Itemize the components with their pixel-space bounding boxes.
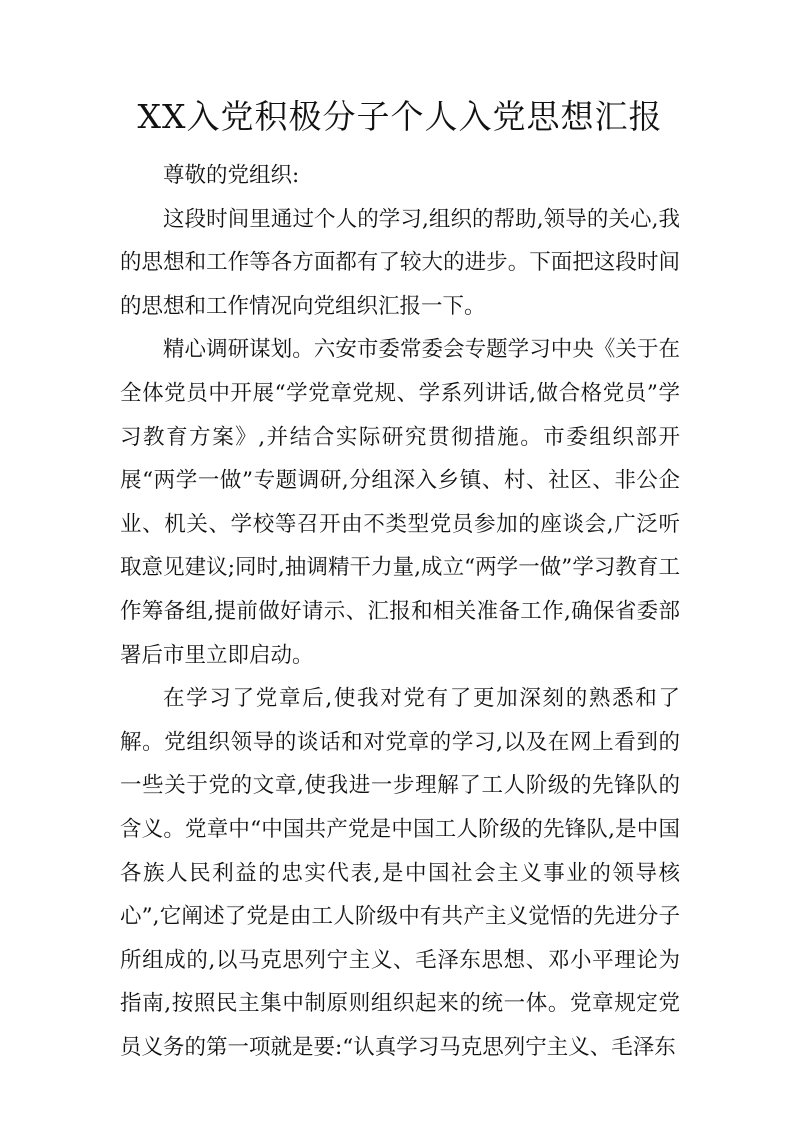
- salutation: 尊敬的党组织:: [163, 163, 300, 188]
- paragraph-2: 精心调研谋划。六安市委常委会专题学习中央《关于在全体党员中开展“学党章党规、学系列讲话,做合格党员”学习教育方案》,并结合实际研究贯彻措施。市委组织部开展“两学一做”专题调研,分组深入乡镇、村、社区、非公企业、机关、学校等召开由不类型党员参加的座谈会,广泛听取意见建议;同时,抽调精干力量,成立“两学一做”学习教育工作筹备组,提前做好请示、汇报和相关准备工作,确保省委部署后市里立即启动。: [120, 337, 680, 668]
- paragraph-1: 这段时间里通过个人的学习,组织的帮助,领导的关心,我的思想和工作等各方面都有了较大的进步。下面把这段时间的思想和工作情况向党组织汇报一下。: [120, 206, 680, 319]
- document-body: [120, 154, 680, 1069]
- document-title: XX入党积极分子个人入党思想汇报: [137, 97, 663, 136]
- paragraph-3: 在学习了党章后,使我对党有了更加深刻的熟悉和了解。党组织领导的谈话和对党章的学习,以及在网上看到的一些关于党的文章,使我进一步理解了工人阶级的先锋队的含义。党章中“中国共产党是中国工人阶级的先锋队,是中国各族人民利益的忠实代表,是中国社会主义事业的领导核心”,它阐述了党是由工人阶级中有共产主义觉悟的先进分子所组成的,以马克思列宁主义、毛泽东思想、邓小平理论为指南,按照民主集中制原则组织起来的统一体。党章规定党员义务的第一项就是要:“认真学习马克思列宁主义、毛泽东: [120, 686, 680, 1060]
